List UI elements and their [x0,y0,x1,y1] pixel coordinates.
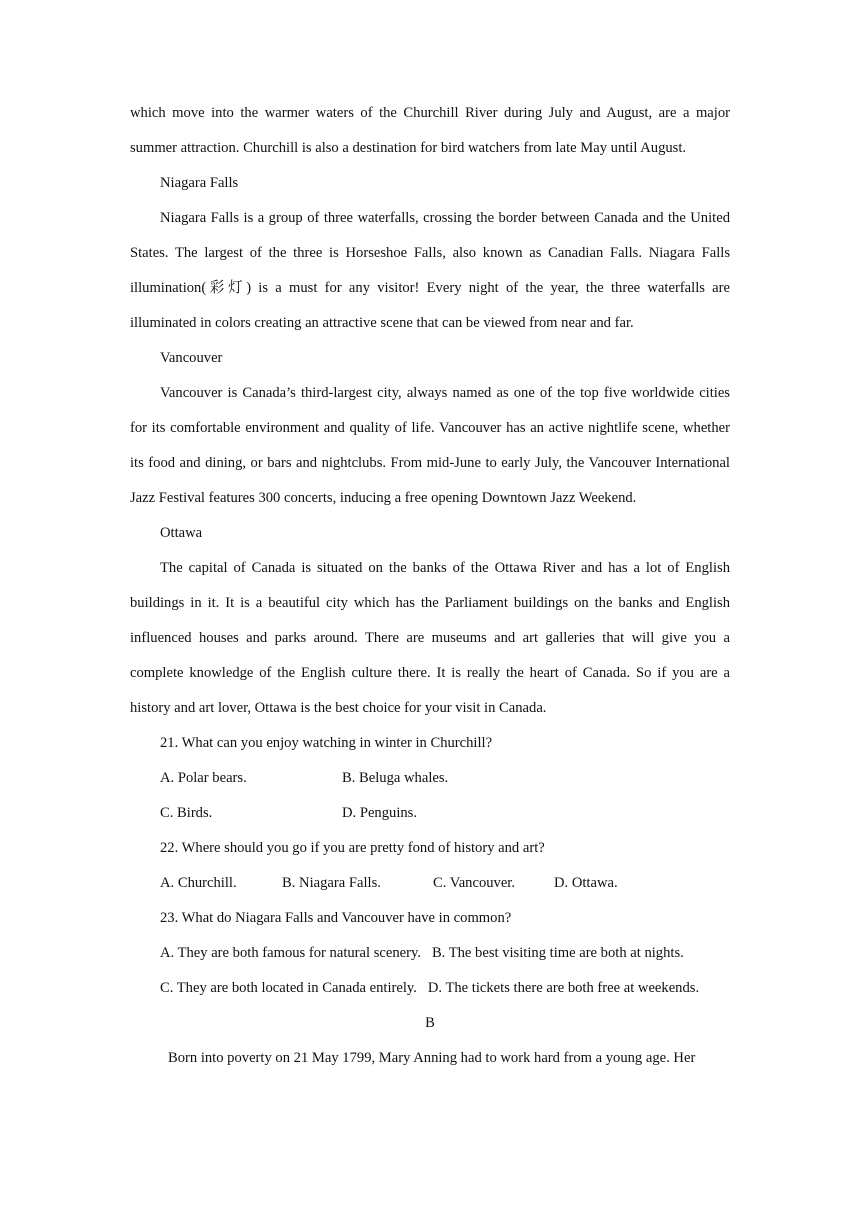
churchill-paragraph-continued: which move into the warmer waters of the Churchill River during July and August, are a major summer attraction. Churchill is also a destination for bird watchers from late May until August. [130,105,730,156]
question-23: 23. What do Niagara Falls and Vancouver have in common? [160,910,512,926]
question-21-options-row-1 [130,761,730,796]
vancouver-heading: Vancouver [160,350,223,366]
option-22-b: B. Niagara Falls. [282,875,381,891]
option-22-c: C. Vancouver. [433,875,516,891]
question-23-options-row-1 [130,936,730,971]
document-content [130,96,730,1076]
option-23-b: B. The best visiting time are both at nights. [431,945,684,961]
section-b-heading: B [425,1015,435,1031]
question-22: 22. Where should you go if you are pretty fond of history and art? [160,840,545,856]
vancouver-paragraph: Vancouver is Canada’s third-largest city, always named as one of the top five worldwide cities for its comfortable environment and quality of life. Vancouver has an active nightlife scene, whether its food and dining, or bars and nightclubs. From mid-June to early July, the Vancouver International Jazz Festival features 300 concerts, inducing a free opening Downtown Jazz Weekend. [130,385,730,506]
ottawa-paragraph: The capital of Canada is situated on the banks of the Ottawa River and has a lot of English buildings in it. It is a beautiful city which has the Parliament buildings on the banks and English influenced houses and parks around. There are museums and art galleries that will give you a complete knowledge of the English culture there. It is really the heart of Canada. So if you are a history and art lover, Ottawa is the best choice for your visit in Canada. [130,560,730,716]
question-22-options-row [130,866,730,901]
niagara-heading: Niagara Falls [160,175,239,191]
option-23-a: A. They are both famous for natural scenery. [160,945,421,961]
option-22-d: D. Ottawa. [554,875,618,891]
question-21-options-row-2 [130,796,730,831]
question-23-options-row-2 [130,971,730,1006]
section-b-intro: Born into poverty on 21 May 1799, Mary Anning had to work hard from a young age. Her [168,1050,696,1066]
option-23-d: D. The tickets there are both free at weekends. [427,980,700,996]
question-21: 21. What can you enjoy watching in winter in Churchill? [160,735,493,751]
option-21-b: B. Beluga whales. [342,770,449,786]
option-23-c: C. They are both located in Canada entirely. [160,980,417,996]
option-21-c: C. Birds. [160,805,213,821]
ottawa-heading: Ottawa [160,525,203,541]
option-22-a: A. Churchill. [160,875,237,891]
option-21-a: A. Polar bears. [160,770,247,786]
option-21-d: D. Penguins. [342,805,417,821]
niagara-paragraph: Niagara Falls is a group of three waterfalls, crossing the border between Canada and the United States. The largest of the three is Horseshoe Falls, also known as Canadian Falls. Niagara Falls illumination(彩灯) is a must for any visitor! Every night of the year, the three waterfalls are illuminated in colors creating an attractive scene that can be viewed from near and far. [130,210,730,331]
